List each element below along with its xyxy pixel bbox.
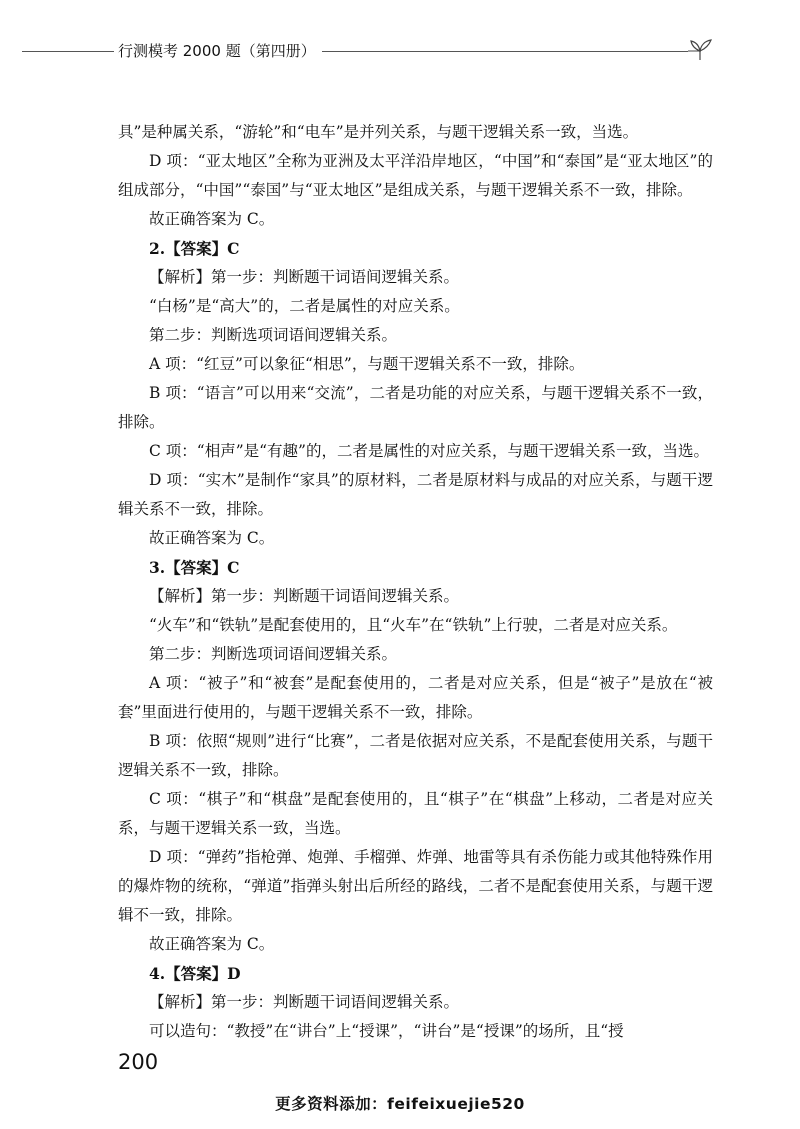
paragraph: A 项：“被子”和“被套”是配套使用的，二者是对应关系，但是“被子”是放在“被套”里面进行使用的，与题干逻辑关系不一致，排除。 — [118, 674, 713, 721]
paragraph: 可以造句：“教授”在“讲台”上“授课”，“讲台”是“授课”的场所，且“授 — [149, 1022, 624, 1040]
paragraph: D 项：“亚太地区”全称为亚洲及太平洋沿岸地区，“中国”和“泰国”是“亚太地区”的组成部分，“中国”“泰国”与“亚太地区”是组成关系，与题干逻辑关系不一致，排除。 — [118, 152, 713, 199]
paragraph: 4.【答案】D — [149, 964, 241, 983]
paragraph: B 项：依照“规则”进行“比赛”，二者是依据对应关系，不是配套使用关系，与题干逻辑关系不一致，排除。 — [118, 732, 713, 779]
sprout-icon — [684, 34, 714, 64]
paragraph: 第二步：判断选项词语间逻辑关系。 — [149, 326, 398, 344]
paragraph: 【解析】第一步：判断题干词语间逻辑关系。 — [149, 268, 460, 286]
paragraph: D 项：“实木”是制作“家具”的原材料，二者是原材料与成品的对应关系，与题干逻辑关系不一致，排除。 — [118, 471, 713, 518]
paragraph: 【解析】第一步：判断题干词语间逻辑关系。 — [149, 587, 460, 605]
header-rule-right — [322, 51, 688, 52]
running-header — [0, 38, 800, 68]
footer-note: 更多资料添加：feifeixuejie520 — [275, 1095, 525, 1113]
paragraph: B 项：“语言”可以用来“交流”，二者是功能的对应关系，与题干逻辑关系不一致，排除。 — [118, 384, 713, 431]
paragraph: 故正确答案为 C。 — [149, 935, 275, 953]
paragraph: 【解析】第一步：判断题干词语间逻辑关系。 — [149, 993, 460, 1011]
paragraph: 第二步：判断选项词语间逻辑关系。 — [149, 645, 398, 663]
paragraph: 2.【答案】C — [149, 239, 240, 258]
page-number: 200 — [118, 1050, 159, 1074]
paragraph: D 项：“弹药”指枪弹、炮弹、手榴弹、炸弹、地雷等具有杀伤能力或其他特殊作用的爆炸物的统称，“弹道”指弹头射出后所经的路线，二者不是配套使用关系，与题干逻辑不一致，排除。 — [118, 848, 713, 924]
paragraph: 故正确答案为 C。 — [149, 210, 275, 228]
paragraph: 故正确答案为 C。 — [149, 529, 275, 547]
paragraph: 具”是种属关系，“游轮”和“电车”是并列关系，与题干逻辑关系一致，当选。 — [118, 123, 639, 141]
paragraph: 3.【答案】C — [149, 558, 240, 577]
paragraph: “白杨”是“高大”的，二者是属性的对应关系。 — [149, 297, 460, 315]
header-rule-left — [22, 51, 114, 52]
paragraph: C 项：“相声”是“有趣”的，二者是属性的对应关系，与题干逻辑关系一致，当选。 — [149, 442, 709, 460]
header-title: 行测模考 2000 题（第四册） — [118, 42, 316, 60]
paragraph: C 项：“棋子”和“棋盘”是配套使用的，且“棋子”在“棋盘”上移动，二者是对应关系，与题干逻辑关系一致，当选。 — [118, 790, 713, 837]
answer-explanations — [118, 118, 713, 1046]
paragraph: A 项：“红豆”可以象征“相思”，与题干逻辑关系不一致，排除。 — [149, 355, 585, 373]
paragraph: “火车”和“铁轨”是配套使用的，且“火车”在“铁轨”上行驶，二者是对应关系。 — [149, 616, 678, 634]
